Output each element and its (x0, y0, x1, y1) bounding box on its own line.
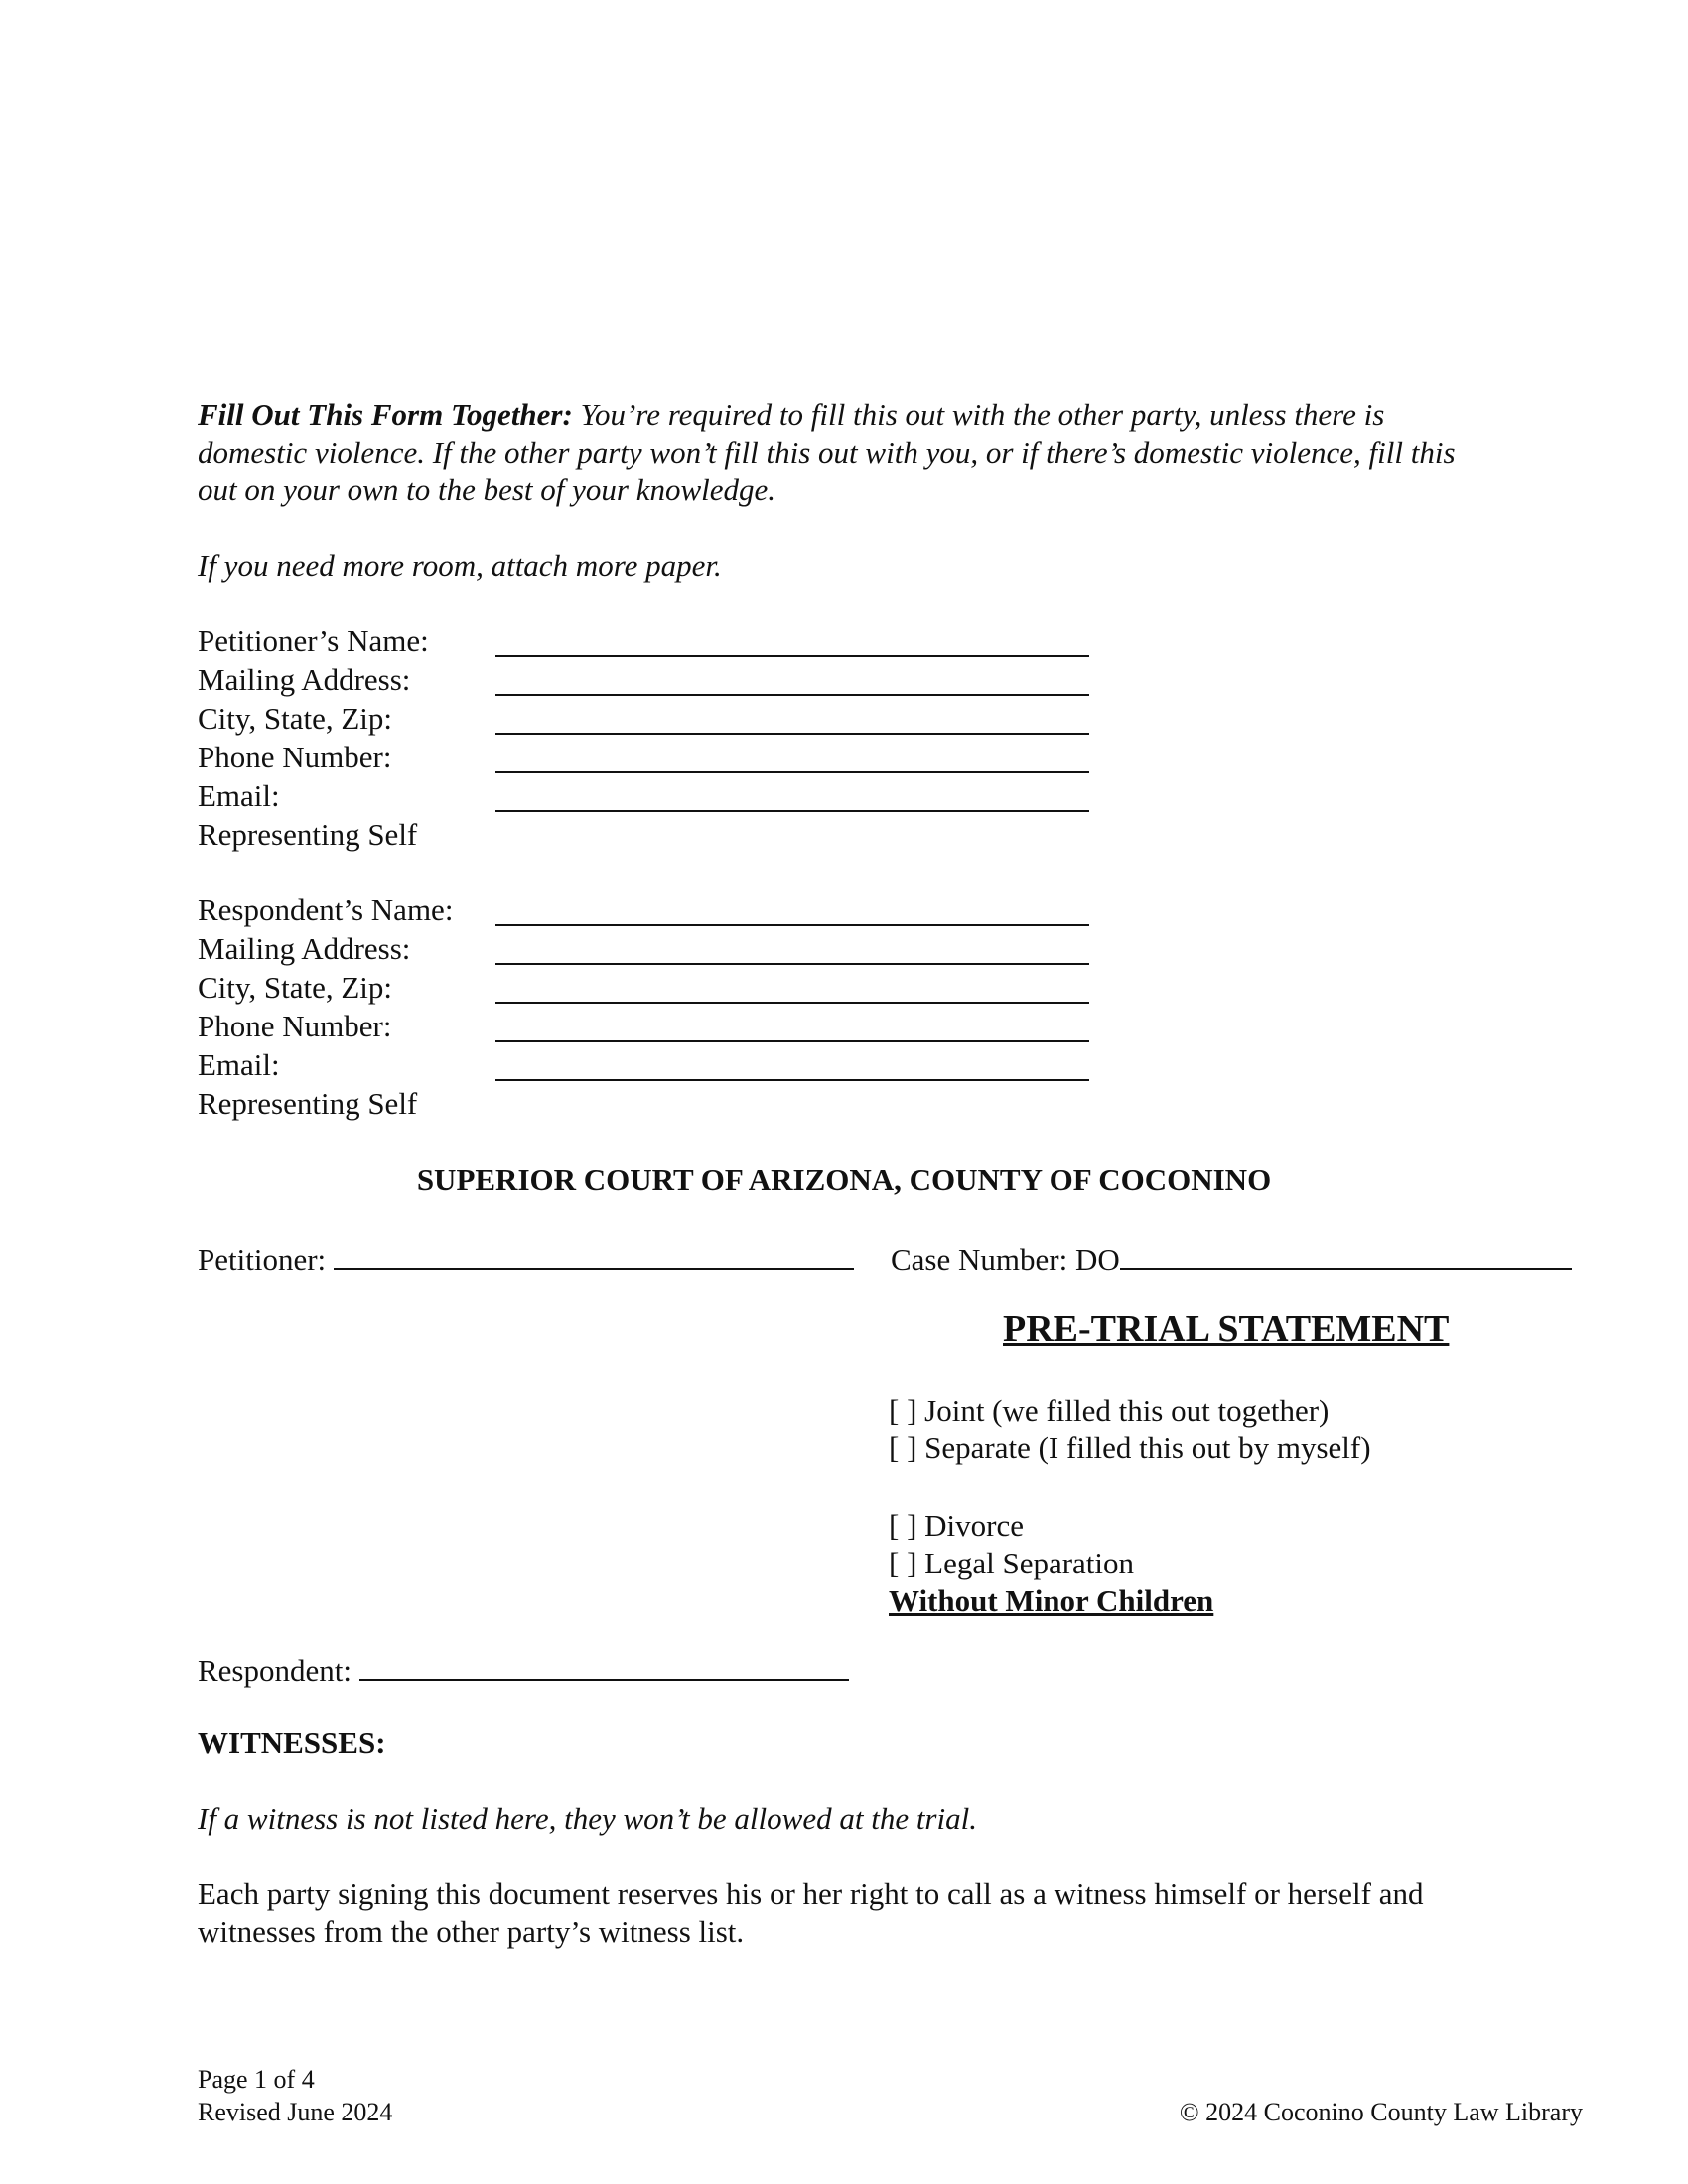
petitioner-city-label: City, State, Zip: (198, 701, 393, 736)
respondent-city-field[interactable] (495, 1002, 1089, 1004)
witnesses-para-line2: witnesses from the other party’s witness list. (198, 1914, 745, 1949)
respondent-name-label: Respondent’s Name: (198, 892, 454, 927)
caption-petitioner-label: Petitioner: (198, 1242, 327, 1277)
caption-respondent-label: Respondent: (198, 1653, 352, 1688)
document-title: PRE-TRIAL STATEMENT (1003, 1308, 1450, 1350)
petitioner-email-label: Email: (198, 778, 280, 813)
petitioner-name-field[interactable] (495, 655, 1089, 657)
caption-petitioner-field[interactable] (334, 1238, 854, 1270)
witnesses-para-line1: Each party signing this document reserves his or her right to call as a witness himself or herself and (198, 1876, 1424, 1911)
witnesses-paragraph (198, 1875, 1588, 1951)
respondent-phone-label: Phone Number: (198, 1009, 392, 1043)
petitioner-city-field[interactable] (495, 733, 1089, 735)
case-type-options (889, 1507, 1213, 1620)
respondent-info-block (198, 891, 1091, 1124)
footer-copyright: © 2024 Coconino County Law Library (1179, 2098, 1583, 2126)
petitioner-phone-label: Phone Number: (198, 740, 392, 774)
respondent-phone-field[interactable] (495, 1040, 1089, 1042)
caption-case-number (891, 1238, 1572, 1279)
case-number-label: Case Number: DO (891, 1242, 1120, 1277)
option-joint[interactable]: [ ] Joint (we filled this out together) (889, 1393, 1330, 1428)
petitioner-representing: Representing Self (198, 817, 418, 852)
caption-respondent-field[interactable] (359, 1649, 849, 1681)
court-heading: SUPERIOR COURT OF ARIZONA, COUNTY OF COCONINO (416, 1162, 1272, 1197)
petitioner-address-field[interactable] (495, 694, 1089, 696)
intro-line2: domestic violence. If the other party won’t fill this out with you, or if there’s domestic violence, fill this (198, 435, 1456, 470)
caption-petitioner (198, 1238, 854, 1279)
intro-line3: out on your own to the best of your knowledge. (198, 473, 776, 507)
petitioner-phone-field[interactable] (495, 771, 1089, 773)
more-room-note: If you need more room, attach more paper. (198, 548, 722, 583)
petitioner-name-label: Petitioner’s Name: (198, 623, 429, 658)
filing-type-options (889, 1392, 1371, 1467)
without-minor-children: Without Minor Children (889, 1583, 1214, 1618)
respondent-email-label: Email: (198, 1047, 280, 1082)
petitioner-info-block (198, 622, 1091, 855)
respondent-address-label: Mailing Address: (198, 931, 411, 966)
petitioner-email-field[interactable] (495, 810, 1089, 812)
respondent-address-field[interactable] (495, 963, 1089, 965)
respondent-representing: Representing Self (198, 1086, 418, 1121)
option-divorce[interactable]: [ ] Divorce (889, 1508, 1024, 1543)
respondent-city-label: City, State, Zip: (198, 970, 393, 1005)
footer-revised: Revised June 2024 (198, 2098, 393, 2126)
footer-left (198, 2063, 392, 2128)
intro-line1: You’re required to fill this out with the other party, unless there is (572, 397, 1385, 432)
respondent-email-field[interactable] (495, 1079, 1089, 1081)
case-number-field[interactable] (1120, 1238, 1572, 1270)
intro-instructions (198, 396, 1588, 509)
footer-page: Page 1 of 4 (198, 2065, 315, 2094)
witnesses-heading: WITNESSES: (198, 1725, 386, 1760)
witnesses-note: If a witness is not listed here, they won’t be allowed at the trial. (198, 1801, 977, 1836)
option-separate[interactable]: [ ] Separate (I filled this out by myself) (889, 1431, 1371, 1465)
caption-respondent (198, 1649, 849, 1690)
petitioner-address-label: Mailing Address: (198, 662, 411, 697)
respondent-name-field[interactable] (495, 924, 1089, 926)
intro-lead: Fill Out This Form Together: (198, 397, 573, 432)
option-legal-separation[interactable]: [ ] Legal Separation (889, 1546, 1135, 1580)
